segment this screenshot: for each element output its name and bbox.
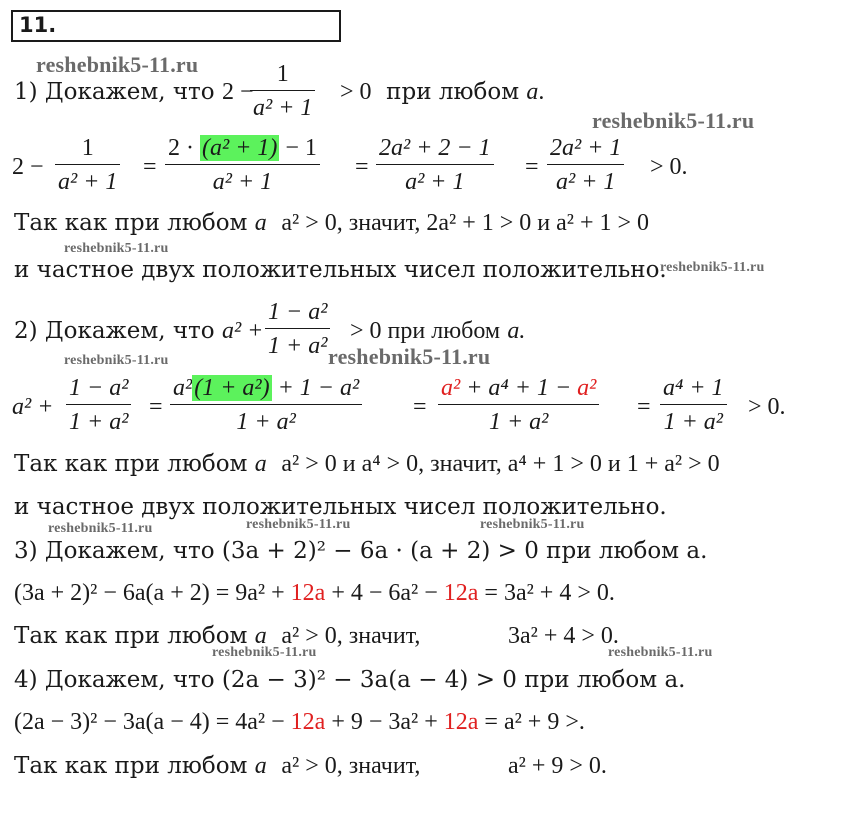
part2-eq-frac-2: a²(1 + a²) + 1 − a² 1 + a²	[170, 374, 362, 436]
part2-fraction-1: 1 − a² 1 + a²	[265, 298, 330, 360]
part2-eq-lhs: a² +	[12, 394, 54, 420]
highlight: (a² + 1)	[202, 135, 278, 161]
part2-eq-frac-3: a² + a⁴ + 1 − a² 1 + a²	[438, 374, 599, 436]
watermark: reshebnik5-11.ru	[212, 645, 317, 660]
part2-eq-frac-4: a⁴ + 1 1 + a²	[660, 374, 727, 436]
part2-eq-frac-1: 1 − a² 1 + a²	[66, 374, 131, 436]
part1-eq-sign: =	[525, 154, 539, 180]
watermark: reshebnik5-11.ru	[480, 517, 585, 532]
part1-eq-sign: =	[143, 154, 157, 180]
part4-since-line: Так как при любом a a² > 0, значит,	[14, 753, 421, 779]
watermark: reshebnik5-11.ru	[608, 645, 713, 660]
part1-conclusion: и частное двух положительных чисел положительно.	[14, 257, 667, 283]
part2-eq-sign: =	[637, 394, 651, 420]
part1-claim-tail: > 0 при любом a.	[340, 79, 545, 105]
watermark: reshebnik5-11.ru	[48, 521, 153, 536]
part3-calculation: (3a + 2)² − 6a(a + 2) = 9a² + 12a + 4 − 6a² − 12a = 3a² + 4 > 0.	[14, 580, 615, 606]
task-number-box	[11, 10, 341, 42]
part4-intro: 4) Докажем, что (2a − 3)² − 3a(a − 4) > 0 при любом a.	[14, 667, 686, 693]
part1-eq-sign: =	[355, 154, 369, 180]
watermark: reshebnik5-11.ru	[36, 52, 199, 77]
part1-eq-frac-4: 2a² + 1 a² + 1	[547, 134, 624, 196]
watermark: reshebnik5-11.ru	[64, 353, 169, 368]
part1-intro-line	[14, 78, 253, 106]
part1-fraction-1: 1 a² + 1	[250, 60, 315, 122]
part4-result: a² + 9 > 0.	[508, 753, 607, 779]
part2-conclusion: и частное двух положительных чисел положительно.	[14, 494, 667, 520]
part3-result: 3a² + 4 > 0.	[508, 623, 619, 649]
part2-intro-line: 2) Докажем, что a² +	[14, 318, 264, 344]
part1-eq-frac-1: 1 a² + 1	[55, 134, 120, 196]
watermark: reshebnik5-11.ru	[246, 517, 351, 532]
part2-since-line: Так как при любом a a² > 0 и a⁴ > 0, значит, a⁴ + 1 > 0 и 1 + a² > 0	[14, 451, 720, 477]
part4-calculation: (2a − 3)² − 3a(a − 4) = 4a² − 12a + 9 − 3a² + 12a = a² + 9 >.	[14, 709, 585, 735]
part2-eq-sign: =	[413, 394, 427, 420]
task-number: 11.	[19, 13, 57, 37]
part2-claim-tail: > 0 при любом a.	[350, 318, 526, 344]
watermark: reshebnik5-11.ru	[660, 260, 765, 275]
part1-intro: 1) Докажем, что	[14, 79, 215, 105]
part1-eq-frac-2: 2 · (a² + 1) − 1 a² + 1	[165, 134, 320, 196]
part3-since-line: Так как при любом a a² > 0, значит,	[14, 623, 421, 649]
part1-since-line: Так как при любом a a² > 0, значит, 2a² + 1 > 0 и a² + 1 > 0	[14, 210, 650, 236]
part1-eq-lhs: 2 −	[12, 154, 44, 180]
watermark: reshebnik5-11.ru	[328, 344, 491, 369]
part1-eq-result: > 0.	[650, 154, 688, 180]
watermark: reshebnik5-11.ru	[592, 108, 755, 133]
part1-eq-frac-3: 2a² + 2 − 1 a² + 1	[376, 134, 494, 196]
part2-eq-result: > 0.	[748, 394, 786, 420]
part3-intro: 3) Докажем, что (3a + 2)² − 6a · (a + 2) > 0 при любом a.	[14, 538, 708, 564]
watermark: reshebnik5-11.ru	[64, 241, 169, 256]
part2-eq-sign: =	[149, 394, 163, 420]
highlight: (1 + a²)	[194, 375, 270, 401]
part1-two-minus: 2 −	[221, 79, 254, 105]
